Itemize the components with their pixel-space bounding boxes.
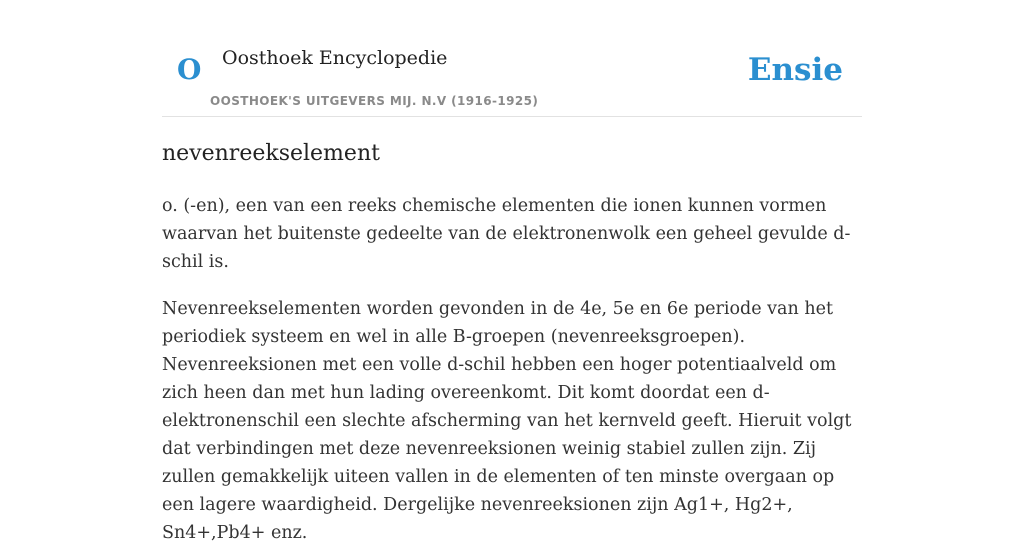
entry-content (162, 136, 862, 547)
site-logo[interactable]: O (177, 53, 202, 86)
entry-paragraph-definition: o. (-en), een van een reeks chemische elementen die ionen kunnen vormen waarvan het buitenste gedeelte van de elektronenwolk een geheel gevulde d-schil is. (162, 196, 851, 272)
ensie-brand-logo[interactable]: Ensie (747, 52, 843, 88)
entry-paragraph-explanation: Nevenreekselementen worden gevonden in de 4e, 5e en 6e periode van het periodiek systeem en wel in alle B-groepen (nevenreeksgroepen). Nevenreeksionen met een volle d-schil hebben een hoger potentiaalveld om zich heen dan met hun lading overeenkomt. Dit komt doordat een d-elektronenschil een slechte afscherming van het kernveld geeft. Hieruit volgt dat verbindingen met deze nevenreeksionen weinig stabiel zullen zijn. Zij zullen gemakkelijk uiteen vallen in de elementen of ten minste overgaan op een lagere waardigheid. Dergelijke nevenreeksionen zijn Ag1+, Hg2+, Sn4+,Pb4+ enz. (162, 299, 852, 543)
site-header (162, 0, 862, 117)
entry-title: nevenreekselement (162, 141, 380, 166)
encyclopedia-title[interactable]: Oosthoek Encyclopedie (222, 47, 448, 69)
publisher-subtitle: OOSTHOEK'S UITGEVERS MIJ. N.V (1916-1925) (210, 94, 539, 108)
